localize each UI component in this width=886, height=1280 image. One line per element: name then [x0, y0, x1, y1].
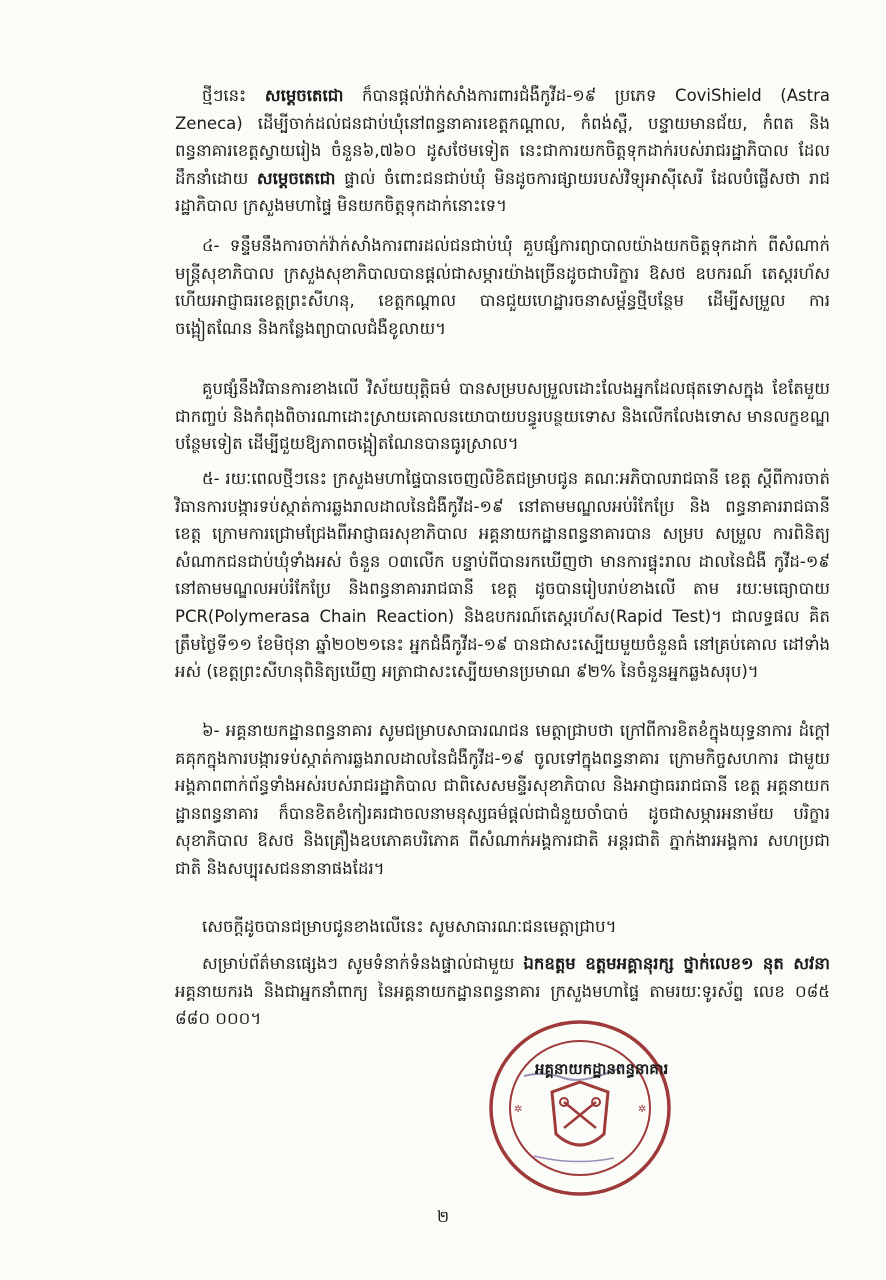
official-seal — [484, 1016, 742, 1201]
paragraph-justice: គួបផ្សំនឹងវិធានការខាងលើ វិស័យយុត្តិធម៌ បានសម្របសម្រួលដោះលែងអ្នកដែលផុតទោសក្នុង ខែតែមួយជាកញ្ចប់ និងកំពុងពិចារណាដោះស្រាយគោលនយោបាយបន្ធូរបន្ថយទោស និងលើកលែងទោស មានលក្ខខណ្ឌបន្ថែមទៀត ដើម្បីជួយឱ្យភាពចង្អៀតណែនបានធូរស្រាល។ — [175, 379, 830, 454]
paragraph-covishield: ថ្មីៗនេះ សម្ដេចតេជោ ក៏បានផ្ដល់វ៉ាក់សាំងការពារជំងឺកូវីដ-១៩ ប្រភេទ CoviShield (Astra Zeneca) ដើម្បីចាក់ដល់ជនជាប់ឃុំនៅពន្ធនាគារខេត្តកណ្ដាល, កំពង់ស្ពឺ, បន្ទាយមានជ័យ, កំពត និង ពន្ធនាគារខេត្តស្វាយរៀង ចំនួន៦,៧៦០ ដូសថែមទៀត នេះជាការយកចិត្តទុកដាក់របស់រាជរដ្ឋាភិបាល ដែលដឹកនាំដោយ សម្ដេចតេជោ ផ្ទាល់ ចំពោះជនជាប់ឃុំ មិនដូចការផ្សាយរបស់វិទ្យុអាស៊ីសេរី ដែលបំផ្លើសថា រាជរដ្ឋាភិបាល ក្រសួងមហាផ្ទៃ មិនយកចិត្តទុកដាក់នោះទេ។ — [175, 86, 830, 216]
paragraph-item-6: ៦- អគ្គនាយកដ្ឋានពន្ធនាគារ សូមជម្រាបសាធារណជន មេត្តាជ្រាបថា ក្រៅពីការខិតខំក្នុងយុទ្ធនាការ ដំក្ដៅគគុកក្នុងការបង្ការទប់ស្កាត់ការឆ្លងរាលដាលនៃជំងឺកូវីដ-១៩ ចូលទៅក្នុងពន្ធនាគារ ក្រោមកិច្ចសហការ ជាមួយអង្គភាពពាក់ព័ន្ធទាំងអស់របស់រាជរដ្ឋាភិបាល ជាពិសេសមន្ទីរសុខាភិបាល និងអាជ្ញាធររាជធានី ខេត្ត អគ្គនាយកដ្ឋានពន្ធនាគារ ក៏បានខិតខំកៀរគរជាចលនាមនុស្សធម៌ផ្ដល់ជាជំនួយចាំបាច់ ដូចជាសម្ភារអនាម័យ បរិក្ខារសុខាភិបាល ឱសថ និងគ្រឿងឧបភោគបរិភោគ ពីសំណាក់អង្គការជាតិ អន្តរជាតិ ភ្នាក់ងារអង្គការ សហប្រជាជាតិ និងសប្បុរសជននានាផងដែរ។ — [175, 721, 830, 878]
signature-label: អគ្គនាយកដ្ឋានពន្ធនាគារ — [535, 1060, 669, 1078]
contact-name: ឯកឧត្តម ឧត្តមអគ្គានុរក្ស ថ្នាក់លេខ១ នុត សវនា — [523, 954, 830, 973]
paragraph-item-5: ៥- រយៈពេលថ្មីៗនេះ ក្រសួងមហាផ្ទៃបានចេញលិខិតជម្រាបជូន គណៈអភិបាលរាជធានី ខេត្ត ស្ដីពីការចាត់វិធានការបង្ការទប់ស្កាត់ការឆ្លងរាលដាលនៃជំងឺកូវីដ-១៩ នៅតាមមណ្ឌលអប់រំកែប្រែ និង ពន្ធនាគាររាជធានី ខេត្ត ក្រោមការជ្រោមជ្រែងពីអាជ្ញាធរសុខាភិបាល អគ្គនាយកដ្ឋានពន្ធនាគារបាន សម្រប សម្រួល ការពិនិត្យសំណាកជនជាប់ឃុំទាំងអស់ ចំនួន ០៣លើក បន្ទាប់ពីបានរកឃើញថា មានការផ្ទុះរាល ដាលនៃជំងឺ កូវីដ-១៩ នៅតាមមណ្ឌលអប់រំកែប្រែ និងពន្ធនាគាររាជធានី ខេត្ត ដូចបានរៀបរាប់ខាងលើ តាម រយៈមធ្យោបាយ PCR(Polymerasa Chain Reaction) និងឧបករណ៍តេស្តរហ័ស(Rapid Test)។ ជាលទ្ធផល គិតត្រឹមថ្ងៃទី១១ ខែមិថុនា ឆ្នាំ២០២១នេះ អ្នកជំងឺកូវីដ-១៩ បានជាសះស្បើយមួយចំនួនធំ នៅគ្រប់គោល ដៅទាំងអស់ (ខេត្តព្រះសីហនុពិនិត្យឃើញ អត្រាជាសះស្បើយមានប្រមាណ ៩២% នៃចំនួនអ្នកឆ្លងសរុប)។ — [175, 469, 830, 682]
paragraph-closing: សេចក្ដីដូចបានជម្រាបជូនខាងលើនេះ សូមសាធារណៈជនមេត្តាជ្រាប។ — [202, 917, 617, 936]
svg-text:✲: ✲ — [638, 1104, 647, 1115]
paragraph-item-4: ៤- ទន្ទឹមនឹងការចាក់វ៉ាក់សាំងការពារដល់ជនជាប់ឃុំ គួបផ្សំការព្យាបាលយ៉ាងយកចិត្តទុកដាក់ ពីសំណាក់មន្ត្រីសុខាភិបាល ក្រសួងសុខាភិបាលបានផ្ដល់ជាសម្ភារយ៉ាងច្រើនដូចជាបរិក្ខារ ឱសថ ឧបករណ៍ តេស្តរហ័ស ហើយអាជ្ញាធរខេត្តព្រះសីហនុ, ខេត្តកណ្ដាល បានជួយហេដ្ឋារចនាសម្ព័ន្ធថ្មីបន្ថែម ដើម្បីសម្រួល ការចង្អៀតណែន និងកន្លែងព្យាបាលជំងឺខូលាយ។ — [175, 236, 830, 338]
paragraph-contact: សម្រាប់ព័ត៌មានផ្សេងៗ សូមទំនាក់ទំនងផ្ទាល់ជាមួយ ឯកឧត្តម ឧត្តមអគ្គានុរក្ស ថ្នាក់លេខ១ នុត សវនា អគ្គនាយករង និងជាអ្នកនាំពាក្យ នៃអគ្គនាយកដ្ឋានពន្ធនាគារ ក្រសួងមហាផ្ទៃ តាមរយៈទូរស័ព្ទ លេខ ០៨៥ ៨៨០ ០០០។ — [175, 954, 830, 1029]
page-number: ២ — [436, 1207, 450, 1226]
svg-text:✲: ✲ — [514, 1104, 523, 1115]
bold-name: សម្ដេចតេជោ — [264, 86, 344, 105]
bold-name: សម្ដេចតេជោ — [256, 168, 336, 188]
